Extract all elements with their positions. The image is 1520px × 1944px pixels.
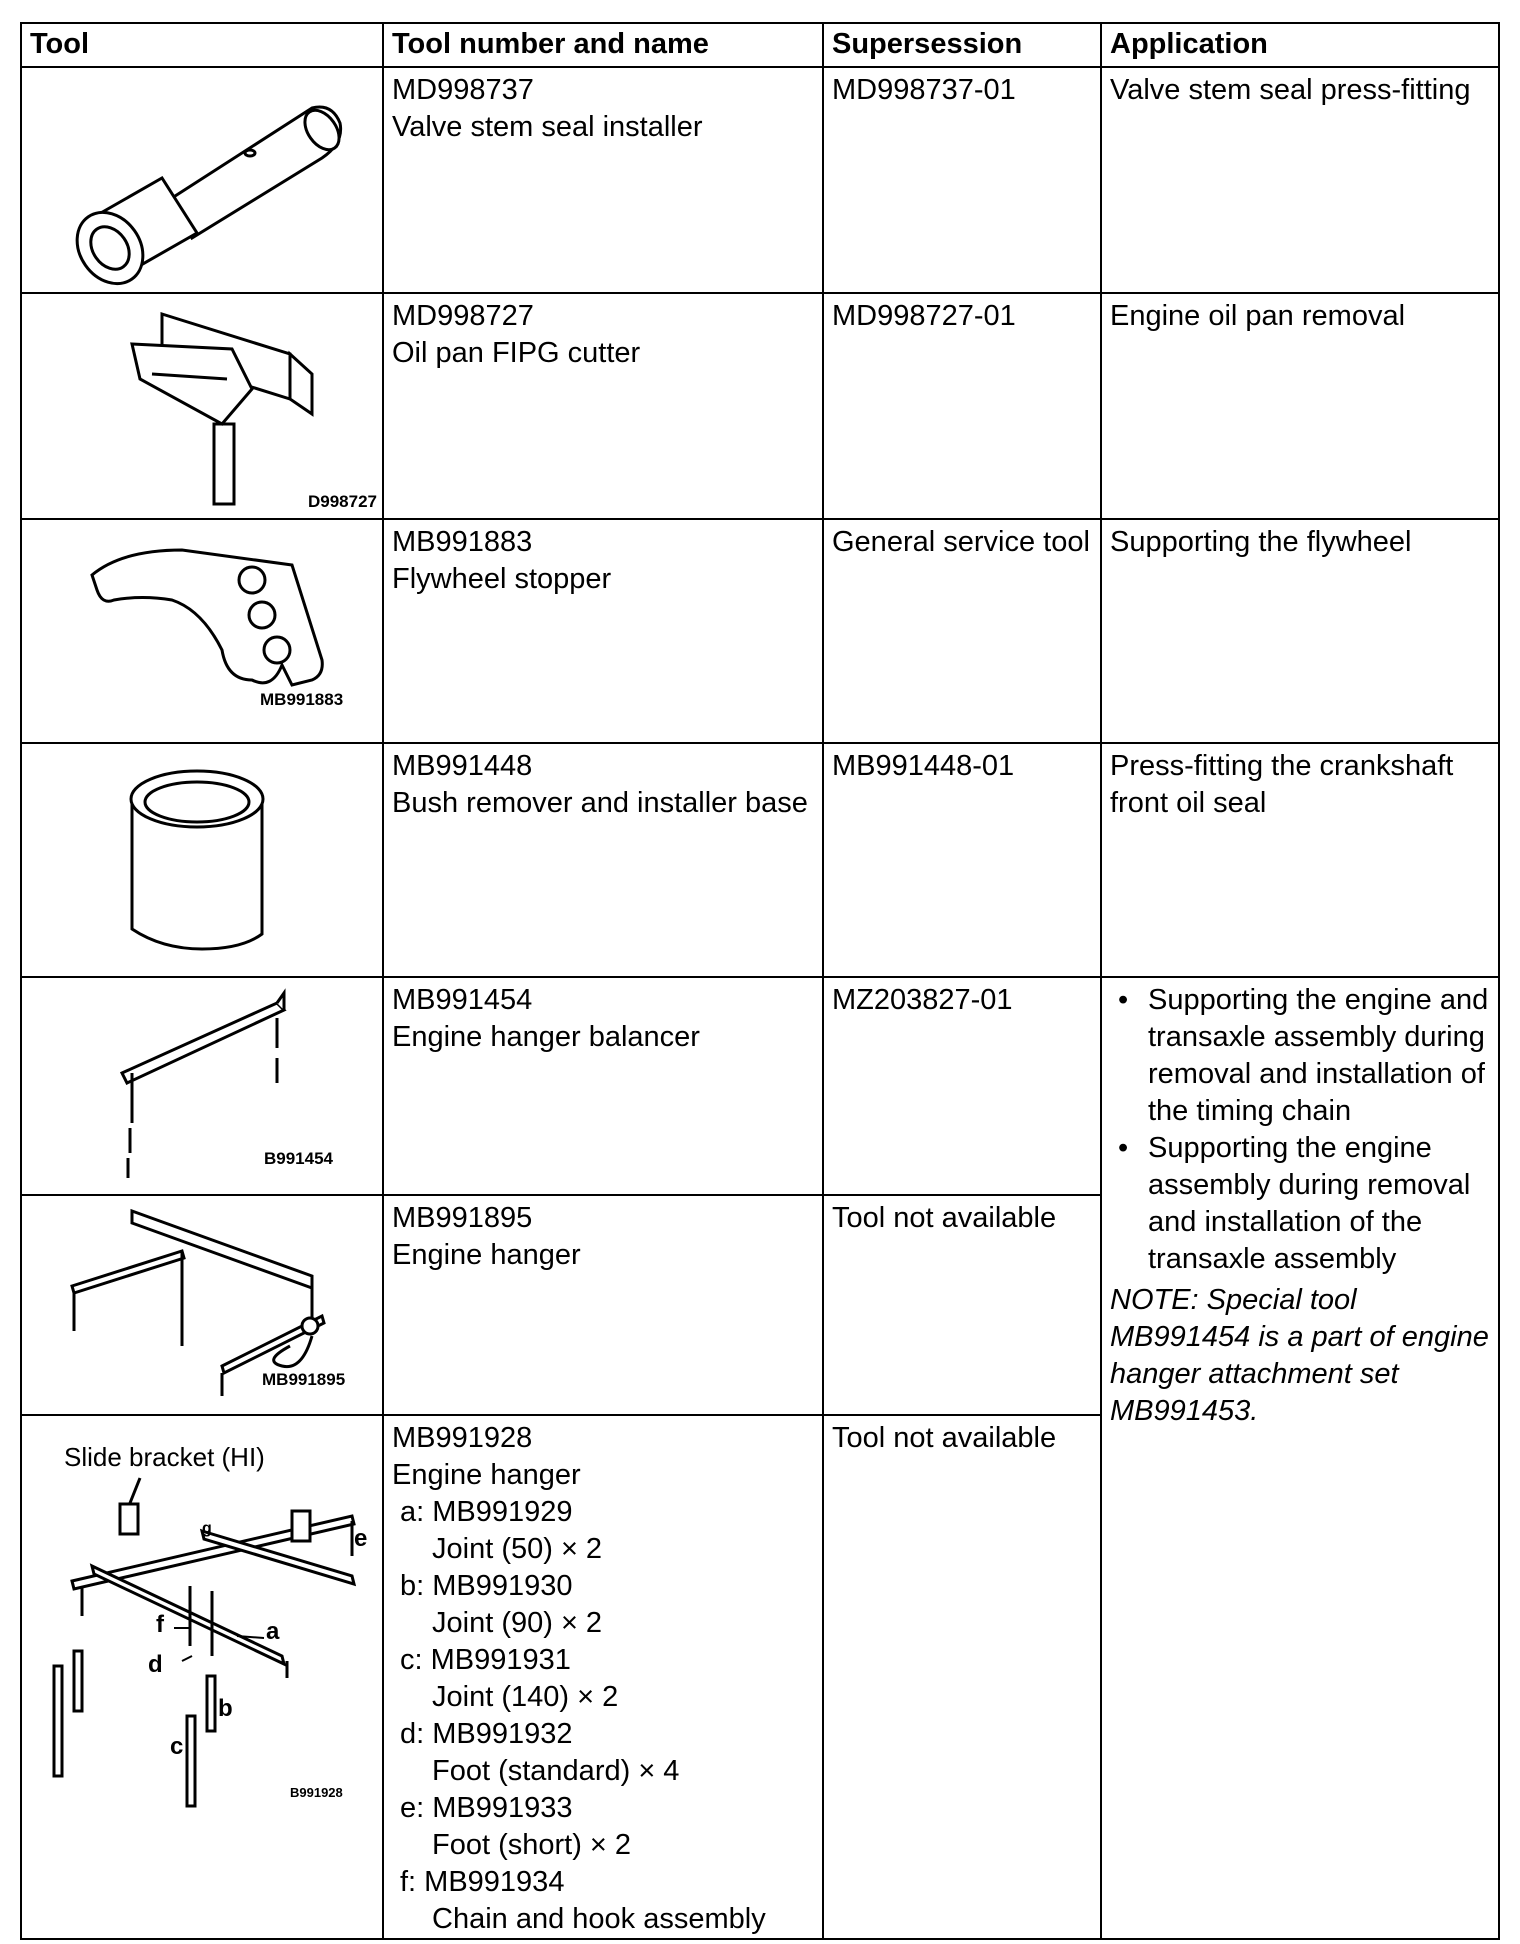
subitem-desc: Chain and hook assembly [432,1903,766,1935]
application-cell: Supporting the flywheel [1101,519,1499,743]
shared-application-cell [1101,977,1499,1939]
image-code: MB991895 [262,1370,346,1389]
tool-name: Engine hanger balancer [392,1021,700,1053]
tool-image-cell [21,1415,383,1939]
image-code: B991454 [264,1149,334,1168]
tool-number: MD998727 [392,300,534,332]
flywheel-stopper-illustration [22,520,384,744]
subitem-desc: Foot (short) × 2 [432,1829,632,1861]
tool-number-name-cell [383,1415,823,1939]
tool-name: Engine hanger [392,1459,581,1491]
tool-number-name-cell [383,977,823,1195]
tool-image-cell [21,977,383,1195]
part-label-a: a [266,1618,280,1645]
supersession-cell: Tool not available [823,1195,1101,1415]
subitem-code: a: MB991929 [400,1496,573,1528]
header-supersession: Supersession [823,23,1101,67]
subitem-desc: Joint (140) × 2 [432,1681,619,1713]
slide-bracket-label: Slide bracket (HI) [64,1442,265,1472]
supersession-cell: MD998727-01 [823,293,1101,519]
subitem-code: e: MB991933 [400,1792,573,1824]
part-label-d: d [148,1651,163,1678]
header-row [21,23,1499,67]
tool-number: MB991448 [392,750,533,782]
header-application: Application [1101,23,1499,67]
application-cell: Valve stem seal press-fitting [1101,67,1499,293]
tool-number: MB991895 [392,1202,533,1234]
tool-name: Oil pan FIPG cutter [392,337,641,369]
image-code: B991928 [290,1785,343,1800]
header-number-name: Tool number and name [383,23,823,67]
tool-name: Bush remover and installer base [392,787,808,819]
engine-hanger-set-illustration [22,1416,384,1936]
table-row [21,519,1499,743]
tool-number: MD998737 [392,74,534,106]
tool-name: Flywheel stopper [392,563,612,595]
image-code: MB991883 [260,690,344,709]
part-label-f: f [156,1611,164,1638]
image-code: D998727 [308,492,378,511]
valve-stem-seal-installer-illustration [22,68,384,294]
subitem-desc: Joint (90) × 2 [432,1607,603,1639]
tool-number-name-cell [383,67,823,293]
table-row [21,67,1499,293]
tool-number-name-cell [383,1195,823,1415]
part-label-g: g [202,1520,212,1537]
application-cell: Press-fitting the crankshaft front oil seal [1101,743,1499,977]
special-tools-table [20,22,1500,1940]
oil-pan-fipg-cutter-illustration [22,294,384,520]
tool-image-cell [21,519,383,743]
tool-name: Valve stem seal installer [392,111,703,143]
part-label-e: e [354,1525,368,1552]
part-label-c: c [170,1733,184,1760]
subitem-code: d: MB991932 [400,1718,573,1750]
supersession-cell: General service tool [823,519,1101,743]
table-row [21,977,1499,1195]
subitem-code: c: MB991931 [400,1644,571,1676]
tool-number-name-cell [383,743,823,977]
tool-number: MB991454 [392,984,533,1016]
tool-image-cell [21,1195,383,1415]
tool-number-name-cell [383,519,823,743]
tool-number: MB991883 [392,526,533,558]
supersession-cell: MD998737-01 [823,67,1101,293]
header-tool: Tool [21,23,383,67]
subitem-desc: Joint (50) × 2 [432,1533,603,1565]
tool-image-cell [21,293,383,519]
application-note: NOTE: Special tool MB991454 is a part of engine hanger attachment set MB991453. [1110,1284,1489,1427]
supersession-cell: MZ203827-01 [823,977,1101,1195]
part-label-b: b [218,1695,233,1722]
supersession-cell: Tool not available [823,1415,1101,1939]
subitem-code: f: MB991934 [400,1866,565,1898]
subitem-code: b: MB991930 [400,1570,573,1602]
bush-remover-base-illustration [22,744,384,978]
application-bullets [1110,982,1490,1278]
subitem-desc: Foot (standard) × 4 [432,1755,680,1787]
application-cell: Engine oil pan removal [1101,293,1499,519]
tool-image-cell [21,67,383,293]
application-bullet: • Supporting the engine assembly during removal and installation of the transaxle assembly [1148,1130,1490,1278]
application-bullet: • Supporting the engine and transaxle assembly during removal and installation of the timing chain [1148,982,1490,1130]
table-row [21,293,1499,519]
tool-name: Engine hanger [392,1239,581,1271]
tool-number-name-cell [383,293,823,519]
tool-number: MB991928 [392,1422,533,1454]
supersession-cell: MB991448-01 [823,743,1101,977]
table-row [21,743,1499,977]
tool-image-cell [21,743,383,977]
